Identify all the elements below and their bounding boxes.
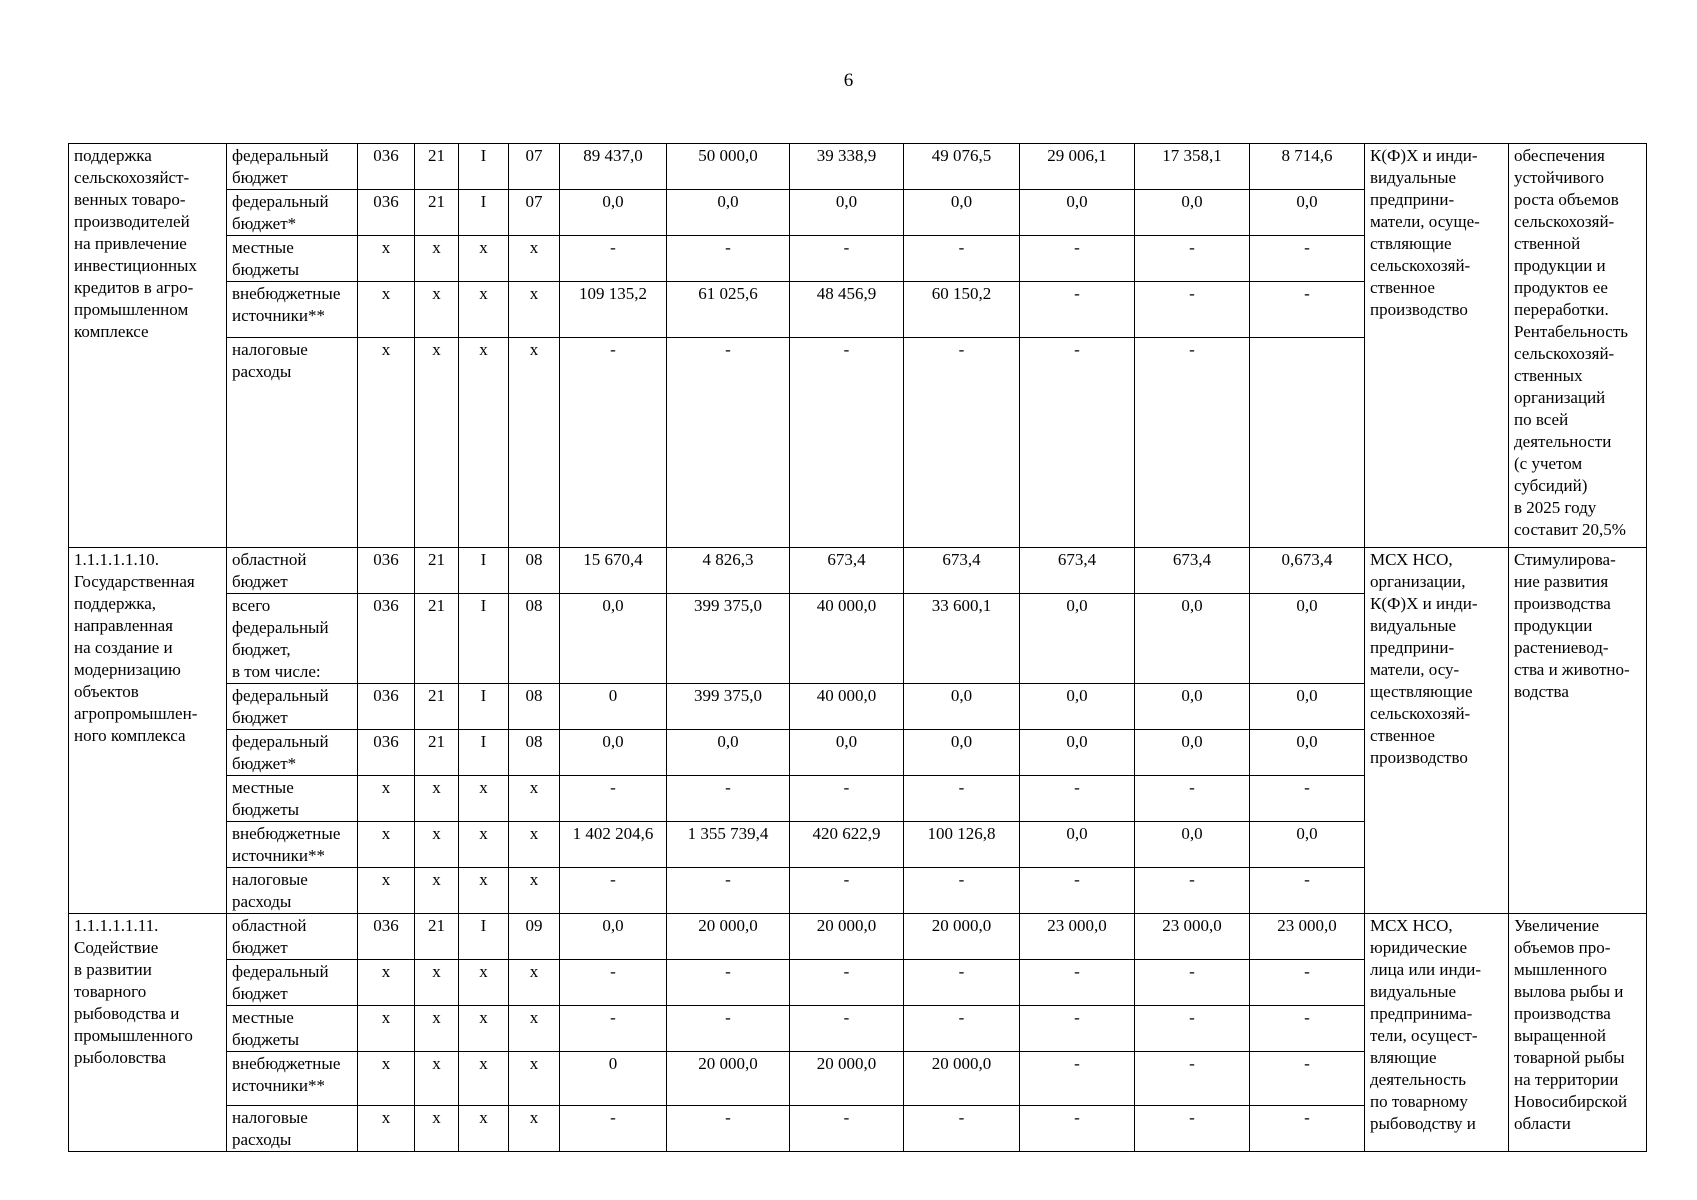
value-cell: -: [1135, 868, 1250, 914]
code-cell: 036: [358, 144, 415, 190]
code-cell: х: [459, 776, 509, 822]
value-cell: -: [790, 236, 904, 282]
code-cell: I: [459, 594, 509, 684]
code-cell: х: [358, 960, 415, 1006]
value-cell: -: [1020, 282, 1135, 338]
funding-source-cell: налоговые расходы: [227, 338, 358, 548]
value-cell: -: [560, 338, 667, 548]
value-cell: 0,0: [1250, 822, 1365, 868]
code-cell: х: [415, 338, 459, 548]
value-cell: -: [1250, 1106, 1365, 1152]
value-cell: -: [560, 960, 667, 1006]
value-cell: -: [1020, 868, 1135, 914]
code-cell: х: [459, 282, 509, 338]
value-cell: 17 358,1: [1135, 144, 1250, 190]
code-cell: 21: [415, 684, 459, 730]
code-cell: х: [459, 338, 509, 548]
funding-source-cell: федеральный бюджет: [227, 684, 358, 730]
table-row: [69, 914, 1647, 960]
value-cell: -: [1250, 868, 1365, 914]
value-cell: -: [1020, 1052, 1135, 1106]
value-cell: 420 622,9: [790, 822, 904, 868]
value-cell: -: [1250, 282, 1365, 338]
code-cell: I: [459, 684, 509, 730]
value-cell: 20 000,0: [904, 914, 1020, 960]
executors-cell: К(Ф)Х и инди- видуальные предприни- матели, осуще- ствляющие сельскохозяй- ственное производство: [1365, 144, 1509, 548]
code-cell: х: [509, 868, 560, 914]
code-cell: х: [415, 822, 459, 868]
value-cell: 39 338,9: [790, 144, 904, 190]
executors-cell: МСХ НСО, юридические лица или инди- видуальные предпринима- тели, осущест- вляющие деятельность по товарному рыбоводству и: [1365, 914, 1509, 1152]
code-cell: 21: [415, 190, 459, 236]
value-cell: -: [1135, 1006, 1250, 1052]
value-cell: -: [1020, 1006, 1135, 1052]
code-cell: 21: [415, 548, 459, 594]
code-cell: х: [509, 822, 560, 868]
value-cell: -: [1020, 1106, 1135, 1152]
value-cell: -: [790, 1006, 904, 1052]
code-cell: х: [509, 1106, 560, 1152]
value-cell: -: [1020, 236, 1135, 282]
value-cell: -: [904, 236, 1020, 282]
value-cell: 29 006,1: [1020, 144, 1135, 190]
code-cell: 036: [358, 190, 415, 236]
funding-source-cell: внебюджетные источники**: [227, 282, 358, 338]
result-cell: Увеличение объемов про- мышленного вылова рыбы и производства выращенной товарной рыбы на территории Новосибирской области: [1509, 914, 1647, 1152]
code-cell: 21: [415, 914, 459, 960]
funding-source-cell: налоговые расходы: [227, 1106, 358, 1152]
value-cell: 673,4: [790, 548, 904, 594]
value-cell: 0,0: [904, 730, 1020, 776]
value-cell: 109 135,2: [560, 282, 667, 338]
value-cell: -: [790, 338, 904, 548]
code-cell: х: [415, 1052, 459, 1106]
value-cell: 0,0: [904, 190, 1020, 236]
value-cell: 60 150,2: [904, 282, 1020, 338]
value-cell: 0,0: [1135, 594, 1250, 684]
code-cell: х: [358, 1106, 415, 1152]
value-cell: 20 000,0: [667, 1052, 790, 1106]
value-cell: 4 826,3: [667, 548, 790, 594]
funding-source-cell: местные бюджеты: [227, 776, 358, 822]
value-cell: 20 000,0: [790, 1052, 904, 1106]
value-cell: -: [560, 868, 667, 914]
funding-source-cell: внебюджетные источники**: [227, 822, 358, 868]
code-cell: 07: [509, 144, 560, 190]
value-cell: -: [560, 1106, 667, 1152]
result-cell: обеспечения устойчивого роста объемов сельскохозяй- ственной продукции и продуктов ее переработки. Рентабельность сельскохозяй- ственных организаций по всей деятельности (с учетом субсидий) в 2025 году составит 20,5%: [1509, 144, 1647, 548]
code-cell: х: [459, 1106, 509, 1152]
value-cell: -: [1250, 1052, 1365, 1106]
code-cell: х: [415, 776, 459, 822]
value-cell: -: [1135, 1106, 1250, 1152]
code-cell: 21: [415, 594, 459, 684]
code-cell: х: [459, 1006, 509, 1052]
value-cell: 0,0: [790, 730, 904, 776]
value-cell: -: [1020, 776, 1135, 822]
value-cell: 40 000,0: [790, 594, 904, 684]
value-cell: -: [904, 338, 1020, 548]
value-cell: -: [1020, 960, 1135, 1006]
table-row: [69, 144, 1647, 190]
funding-source-cell: федеральный бюджет: [227, 144, 358, 190]
value-cell: -: [1250, 236, 1365, 282]
value-cell: 49 076,5: [904, 144, 1020, 190]
code-cell: х: [415, 1006, 459, 1052]
code-cell: х: [358, 822, 415, 868]
code-cell: 036: [358, 548, 415, 594]
code-cell: х: [415, 868, 459, 914]
value-cell: 0,0: [1250, 594, 1365, 684]
code-cell: х: [509, 1006, 560, 1052]
value-cell: 20 000,0: [904, 1052, 1020, 1106]
value-cell: -: [667, 236, 790, 282]
code-cell: х: [509, 776, 560, 822]
code-cell: 036: [358, 594, 415, 684]
value-cell: -: [790, 776, 904, 822]
funding-source-cell: федеральный бюджет*: [227, 730, 358, 776]
value-cell: -: [1135, 282, 1250, 338]
value-cell: 0,0: [667, 730, 790, 776]
value-cell: -: [1135, 236, 1250, 282]
code-cell: 036: [358, 914, 415, 960]
code-cell: х: [358, 868, 415, 914]
table-row: [69, 548, 1647, 594]
value-cell: -: [667, 960, 790, 1006]
code-cell: х: [509, 338, 560, 548]
value-cell: 0,0: [1135, 730, 1250, 776]
code-cell: х: [509, 1052, 560, 1106]
value-cell: 673,4: [1020, 548, 1135, 594]
code-cell: х: [415, 960, 459, 1006]
funding-source-cell: федеральный бюджет: [227, 960, 358, 1006]
code-cell: х: [358, 236, 415, 282]
code-cell: 21: [415, 144, 459, 190]
value-cell: 673,4: [904, 548, 1020, 594]
value-cell: 0,0: [560, 594, 667, 684]
value-cell: 20 000,0: [790, 914, 904, 960]
value-cell: 20 000,0: [667, 914, 790, 960]
result-cell: Стимулирова- ние развития производства продукции растениевод- ства и животно- водства: [1509, 548, 1647, 914]
code-cell: 07: [509, 190, 560, 236]
value-cell: -: [790, 960, 904, 1006]
code-cell: I: [459, 914, 509, 960]
value-cell: 15 670,4: [560, 548, 667, 594]
value-cell: 0,0: [1250, 730, 1365, 776]
code-cell: х: [358, 338, 415, 548]
value-cell: 23 000,0: [1020, 914, 1135, 960]
value-cell: -: [667, 776, 790, 822]
value-cell: -: [1250, 960, 1365, 1006]
value-cell: -: [1135, 776, 1250, 822]
value-cell: 0,0: [790, 190, 904, 236]
funding-source-cell: налоговые расходы: [227, 868, 358, 914]
value-cell: 0,0: [560, 730, 667, 776]
code-cell: х: [459, 868, 509, 914]
value-cell: [1250, 338, 1365, 548]
measure-cell: 1.1.1.1.1.10. Государственная поддержка, направленная на создание и модернизацию объектов агропромышлен- ного комплекса: [69, 548, 227, 914]
program-table: [68, 143, 1647, 1152]
code-cell: х: [459, 960, 509, 1006]
value-cell: 1 402 204,6: [560, 822, 667, 868]
value-cell: 0,0: [904, 684, 1020, 730]
code-cell: I: [459, 548, 509, 594]
value-cell: 23 000,0: [1250, 914, 1365, 960]
code-cell: х: [459, 236, 509, 282]
code-cell: 08: [509, 594, 560, 684]
executors-cell: МСХ НСО, организации, К(Ф)Х и инди- видуальные предприни- матели, осу- ществляющие сельскохозяй- ственное производство: [1365, 548, 1509, 914]
code-cell: х: [415, 236, 459, 282]
value-cell: 100 126,8: [904, 822, 1020, 868]
code-cell: х: [509, 960, 560, 1006]
value-cell: 1 355 739,4: [667, 822, 790, 868]
value-cell: 0,0: [1250, 190, 1365, 236]
funding-source-cell: местные бюджеты: [227, 236, 358, 282]
value-cell: 0,673,4: [1250, 548, 1365, 594]
code-cell: 09: [509, 914, 560, 960]
value-cell: 399 375,0: [667, 594, 790, 684]
value-cell: -: [560, 776, 667, 822]
page-number: 6: [843, 70, 854, 91]
value-cell: 8 714,6: [1250, 144, 1365, 190]
value-cell: -: [667, 338, 790, 548]
value-cell: 399 375,0: [667, 684, 790, 730]
code-cell: I: [459, 730, 509, 776]
code-cell: 08: [509, 730, 560, 776]
code-cell: х: [358, 1006, 415, 1052]
code-cell: х: [358, 1052, 415, 1106]
code-cell: х: [509, 236, 560, 282]
value-cell: 0,0: [667, 190, 790, 236]
code-cell: I: [459, 190, 509, 236]
code-cell: 21: [415, 730, 459, 776]
code-cell: х: [509, 282, 560, 338]
value-cell: 33 600,1: [904, 594, 1020, 684]
value-cell: -: [1135, 960, 1250, 1006]
value-cell: -: [1135, 1052, 1250, 1106]
value-cell: -: [667, 868, 790, 914]
measure-cell: 1.1.1.1.1.11. Содействие в развитии товарного рыбоводства и промышленного рыболовства: [69, 914, 227, 1152]
value-cell: 0,0: [1020, 822, 1135, 868]
funding-source-cell: областной бюджет: [227, 548, 358, 594]
funding-source-cell: местные бюджеты: [227, 1006, 358, 1052]
value-cell: -: [1020, 338, 1135, 548]
code-cell: 036: [358, 730, 415, 776]
value-cell: 48 456,9: [790, 282, 904, 338]
value-cell: -: [560, 1006, 667, 1052]
value-cell: -: [790, 868, 904, 914]
funding-source-cell: внебюджетные источники**: [227, 1052, 358, 1106]
code-cell: х: [459, 1052, 509, 1106]
code-cell: х: [459, 822, 509, 868]
funding-source-cell: федеральный бюджет*: [227, 190, 358, 236]
code-cell: 036: [358, 684, 415, 730]
value-cell: -: [1135, 338, 1250, 548]
value-cell: 0,0: [1020, 730, 1135, 776]
measure-cell: поддержка сельскохозяйст- венных товаро- производителей на привлечение инвестиционных кредитов в агро- промышленном комплексе: [69, 144, 227, 548]
value-cell: -: [790, 1106, 904, 1152]
value-cell: -: [667, 1106, 790, 1152]
code-cell: х: [415, 1106, 459, 1152]
table-body: [69, 144, 1647, 1152]
value-cell: 40 000,0: [790, 684, 904, 730]
value-cell: -: [560, 236, 667, 282]
code-cell: х: [358, 282, 415, 338]
value-cell: -: [904, 1006, 1020, 1052]
code-cell: х: [358, 776, 415, 822]
funding-source-cell: всего федеральный бюджет, в том числе:: [227, 594, 358, 684]
value-cell: 0,0: [1020, 594, 1135, 684]
funding-source-cell: областной бюджет: [227, 914, 358, 960]
value-cell: 0,0: [560, 914, 667, 960]
code-cell: х: [415, 282, 459, 338]
value-cell: 0,0: [1135, 684, 1250, 730]
value-cell: 0,0: [1020, 190, 1135, 236]
value-cell: 0: [560, 1052, 667, 1106]
value-cell: 89 437,0: [560, 144, 667, 190]
value-cell: -: [1250, 1006, 1365, 1052]
value-cell: -: [904, 868, 1020, 914]
value-cell: 673,4: [1135, 548, 1250, 594]
value-cell: 0,0: [1020, 684, 1135, 730]
code-cell: 08: [509, 548, 560, 594]
value-cell: 0,0: [1250, 684, 1365, 730]
value-cell: 0: [560, 684, 667, 730]
value-cell: 0,0: [1135, 822, 1250, 868]
code-cell: I: [459, 144, 509, 190]
value-cell: -: [1250, 776, 1365, 822]
value-cell: 0,0: [560, 190, 667, 236]
value-cell: -: [667, 1006, 790, 1052]
value-cell: 61 025,6: [667, 282, 790, 338]
value-cell: -: [904, 776, 1020, 822]
code-cell: 08: [509, 684, 560, 730]
value-cell: 50 000,0: [667, 144, 790, 190]
value-cell: -: [904, 960, 1020, 1006]
value-cell: -: [904, 1106, 1020, 1152]
value-cell: 23 000,0: [1135, 914, 1250, 960]
value-cell: 0,0: [1135, 190, 1250, 236]
